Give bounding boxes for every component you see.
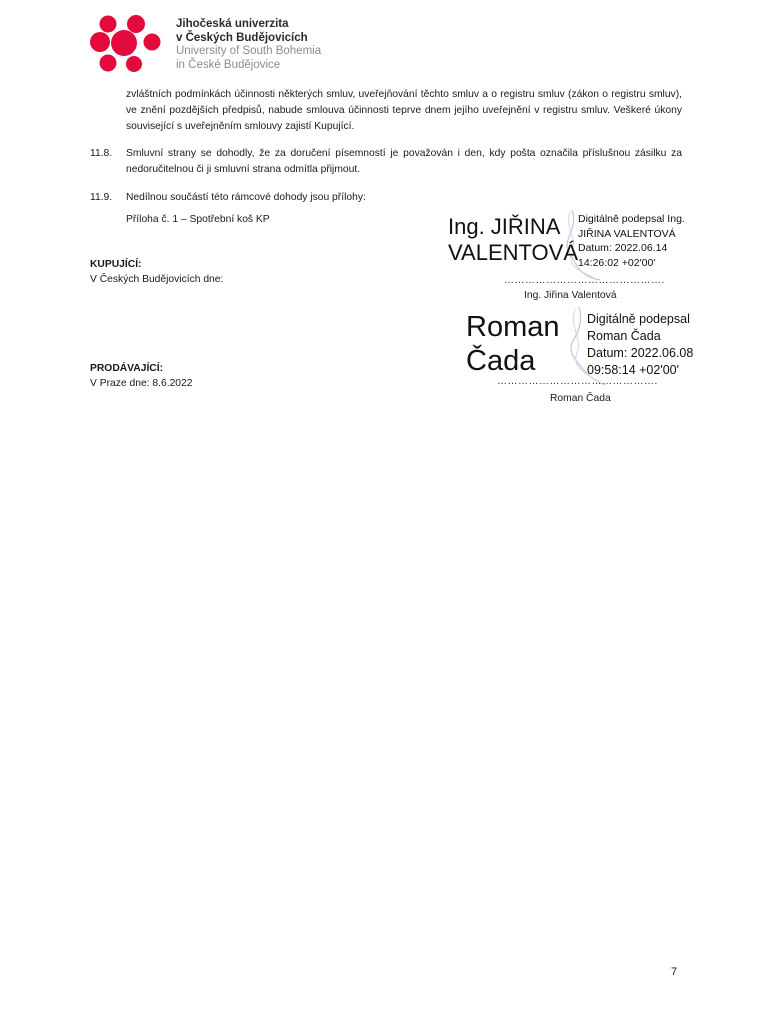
digital-signature-info <box>578 212 685 270</box>
section-text: Smluvní strany se dohodly, že za doručení písemností je považován i den, kdy pošta označila příslušnou zásilku za nedoručitelnou či ji smluvní strana odmítla přijmout. <box>126 148 682 175</box>
digital-signature-info <box>587 311 693 379</box>
signature-line: ………………………………………. <box>497 376 658 387</box>
logo-line-4: in České Budějovice <box>176 58 281 71</box>
section-text: Nedílnou součástí této rámcové dohody jsou přílohy: <box>126 192 366 203</box>
name-line: Čada <box>466 345 536 377</box>
info-line: Datum: 2022.06.08 <box>587 346 694 360</box>
section-11-8 <box>90 146 682 178</box>
info-line: Digitálně podepsal <box>587 312 690 326</box>
signature-line: ………………………………………. <box>504 275 665 286</box>
section-number: 11.8. <box>90 148 113 159</box>
buyer-place-date: V Českých Budějovicích dne: <box>90 274 224 285</box>
signer-caption: Ing. Jiřina Valentová <box>524 290 617 301</box>
info-line: Digitálně podepsal Ing. <box>578 213 685 225</box>
logo-line-2: v Českých Budějovicích <box>176 31 308 44</box>
signer-caption: Roman Čada <box>550 393 611 404</box>
section-11-9 <box>90 190 682 206</box>
name-line: VALENTOVÁ <box>448 240 579 265</box>
logo-line-1: Jihočeská univerzita <box>176 18 289 30</box>
buyer-label: KUPUJÍCÍ: <box>90 259 142 270</box>
info-line: JIŘINA VALENTOVÁ <box>578 227 676 240</box>
section-number: 11.9. <box>90 192 113 203</box>
info-line: 09:58:14 +02'00' <box>587 363 680 377</box>
university-name <box>176 18 321 72</box>
info-line: 14:26:02 +02'00' <box>578 256 656 269</box>
signer-name-large <box>466 310 560 378</box>
seller-place-date: V Praze dne: 8.6.2022 <box>90 378 193 389</box>
info-line: Datum: 2022.06.14 <box>578 242 668 254</box>
name-line: Ing. JIŘINA <box>448 214 561 239</box>
signer-name-large <box>448 214 578 266</box>
name-line: Roman <box>466 311 560 343</box>
info-line: Roman Čada <box>587 329 661 343</box>
seller-label: PRODÁVAJÍCÍ: <box>90 363 164 374</box>
page-number: 7 <box>671 966 678 978</box>
annex-item: Příloha č. 1 – Spotřební koš KP <box>126 214 270 225</box>
continuation-paragraph: zvláštních podmínkách účinnosti některých smluv, uveřejňování těchto smluv a o registru smluv (zákon o registru smluv), ve znění pozdějších předpisů, nabude smlouva účinnosti teprve dnem jejího uveřejnění v registru smluv. Veškeré úkony související s uveřejněním smlouvy zajistí Kupující. <box>126 89 682 132</box>
logo-line-3: University of South Bohemia <box>176 45 322 57</box>
university-logo-icon <box>88 12 178 76</box>
